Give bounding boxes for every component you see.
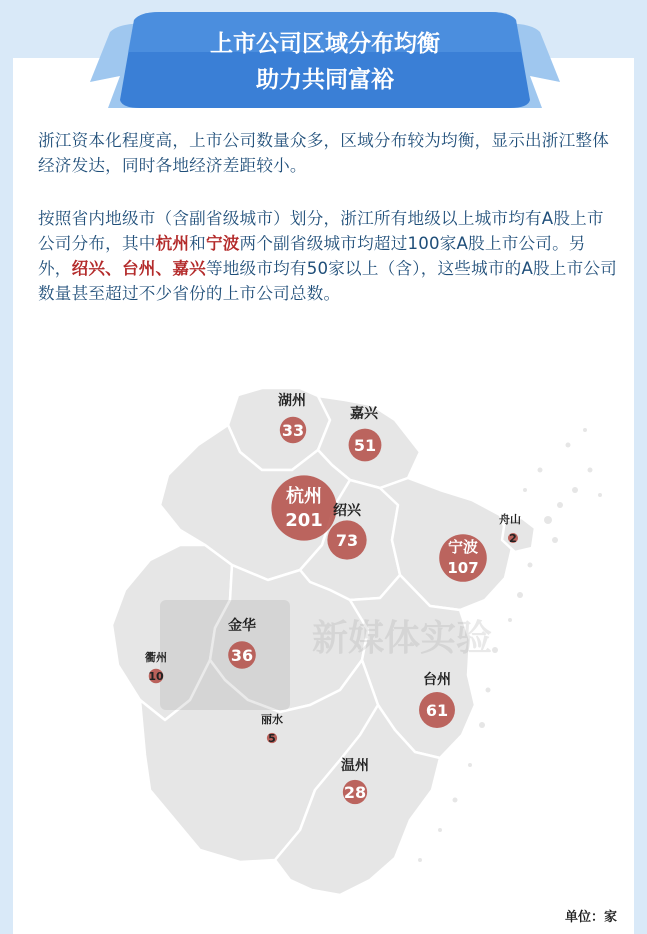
- highlight-text: 杭州: [155, 234, 190, 253]
- city-name: 舟山: [499, 513, 521, 526]
- city-count: 5: [268, 732, 276, 745]
- watermark-text: 新媒体实验: [312, 618, 493, 659]
- city-name: 台州: [423, 672, 451, 688]
- city-name: 金华: [228, 618, 256, 634]
- city-name: 宁波: [447, 538, 479, 556]
- city-count: 36: [230, 646, 254, 665]
- city-count: 28: [343, 783, 367, 802]
- city-name: 丽水: [261, 713, 283, 726]
- city-count: 73: [335, 531, 359, 550]
- city-count: 10: [148, 670, 164, 683]
- watermark-logo: [160, 600, 290, 710]
- city-name: 嘉兴: [350, 406, 378, 422]
- paragraph-text: 两个副省级城市均超过100家A股上市公司。另外，: [38, 234, 586, 278]
- intro-paragraph: 浙江资本化程度高，上市公司数量众多，区域分布较为均衡，显示出浙江整体经济发达，同时各地经济差距较小。: [38, 131, 609, 175]
- unit-label: 单位：家: [564, 910, 617, 925]
- city-count: 201: [285, 510, 323, 531]
- title-line-2: 助力共同富裕: [256, 67, 394, 93]
- title-line-1: 上市公司区域分布均衡: [210, 31, 440, 57]
- city-count: 2: [509, 532, 517, 545]
- city-name: 绍兴: [333, 503, 361, 519]
- city-marker: [419, 671, 455, 728]
- city-count: 33: [281, 421, 305, 440]
- city-name: 温州: [341, 758, 369, 774]
- city-name: 衢州: [145, 651, 167, 664]
- paragraph-text: 等地级市均有50家以上（含），这些城市的A股上市公司数量甚至超过不少省份的上市公司总数。: [38, 259, 617, 303]
- city-name: 杭州: [286, 486, 322, 507]
- city-count: 107: [447, 559, 479, 577]
- city-name: 湖州: [278, 393, 306, 409]
- city-marker: [271, 475, 336, 540]
- city-count: 61: [425, 701, 449, 720]
- paragraph-text: 和: [189, 234, 206, 253]
- city-count: 51: [353, 436, 377, 455]
- city-marker: [439, 534, 487, 582]
- highlight-text: 绍兴、台州、嘉兴: [71, 259, 206, 278]
- paragraph-text: 按照省内地级市（含副省级城市）划分，浙江所有地级以上城市均有A股上市公司分布，其中: [38, 209, 604, 253]
- highlight-text: 宁波: [205, 234, 240, 253]
- city-marker: [327, 502, 366, 560]
